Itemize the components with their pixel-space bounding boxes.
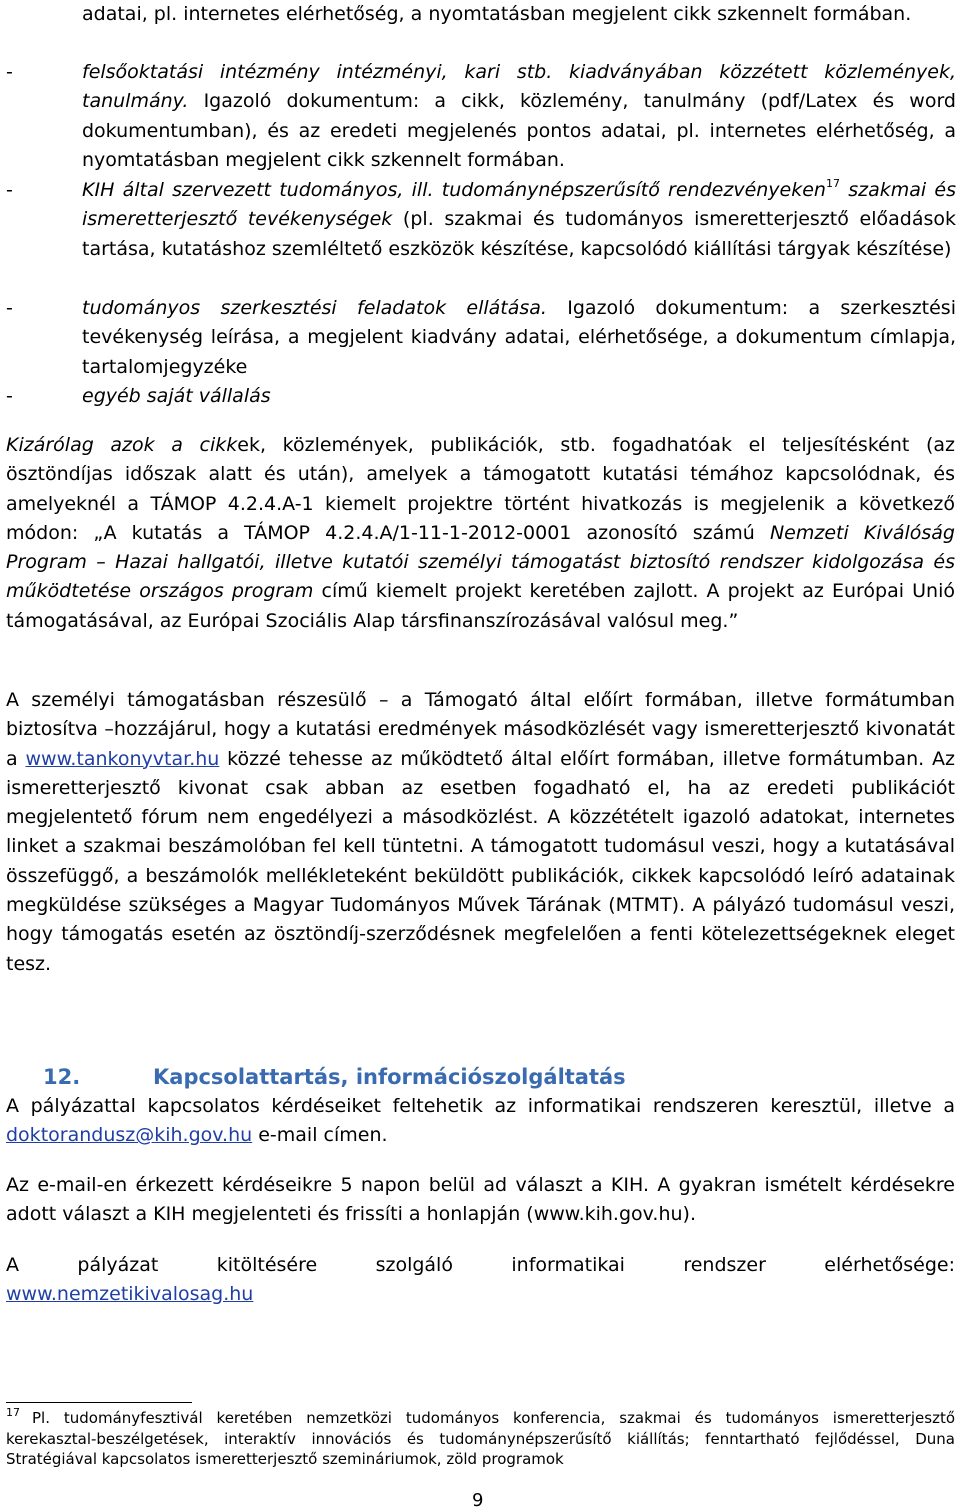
bullet-higher-education: felsőoktatási intézmény intézményi, kari stb. kiadványában közzétett közlemények, tanulmány. Igazoló dokumentum: a cikk, közlemény, tanulmány (pdf/Latex és word dokumentumban), és az eredeti megjelenés pontos adatai, pl. internetes elérhetőség, a nyomtatásban megjelent cikk szkennelt formában. bbox=[82, 61, 956, 171]
footnote-ref[interactable]: 17 bbox=[825, 176, 840, 190]
footnote-number: 17 bbox=[6, 1406, 20, 1419]
paragraph-faq: Az e-mail-en érkezett kérdéseikre 5 napon belül ad választ a KIH. A gyakran ismételt kérdésekre adott választ a KIH megjelenteti és frissíti a honlapján (www.kih.gov.hu). bbox=[6, 1174, 955, 1226]
footnote-separator bbox=[6, 1402, 192, 1403]
paragraph-system-link bbox=[6, 1280, 955, 1309]
page-number: 9 bbox=[472, 1490, 484, 1511]
bullet-own: egyéb saját vállalás bbox=[82, 385, 271, 407]
paragraph-system-intro: A pályázat kitöltésére szolgáló informatikai rendszer elérhetősége: bbox=[6, 1254, 955, 1276]
section-number: 12. bbox=[43, 1065, 81, 1089]
bullet-dash: - bbox=[6, 61, 13, 83]
bullet-editing: tudományos szerkesztési feladatok ellátása. Igazoló dokumentum: a szerkesztési tevékenység leírása, a megjelent kiadvány adatai, elérhetősége, a dokumentum címlapja, tartalomjegyzéke bbox=[82, 297, 956, 378]
email-link[interactable]: doktorandusz@kih.gov.hu bbox=[6, 1124, 253, 1147]
bullet-kih-events: KIH által szervezett tudományos, ill. tudománynépszerűsítő rendezvényeken$^{17}$ szakmai és ismeretterjesztő tevékenységek (pl. szakmai és tudományos ismeretterjesztő előadások tartása, kutatáshoz szemléltető eszközök készítése, kapcsolódó kiállítási tárgyak készítése) bbox=[82, 176, 956, 260]
bullet-dash: - bbox=[6, 297, 13, 319]
section-title: Kapcsolattartás, információszolgáltatás bbox=[153, 1065, 626, 1089]
paragraph-secondary-publication: A személyi támogatásban részesülő – a Támogató által előírt formában, illetve formátumban biztosítva –hozzájárul, hogy a kutatási eredmények másodközlését vagy ismeretterjesztő kivonatát a www.tankonyvtar.hu közzé tehesse az működtető által előírt formában, illetve formátumban. Az ismeretterjesztő kivonat csak abban az esetben fogadható el, ha az eredeti publikációt megjelentető fórum nem engedélyezi a másodközlést. A közzétételt igazoló adatokat, internetes linket a szakmai beszámolóban fel kell tüntetni. A támogatott tudomásul veszi, hogy a kutatásával összefüggő, a beszámolók mellékleteként beküldött publikációk, cikkek kapcsolódó leíró adatainak megküldése szükséges a Magyar Tudományos Művek Tárának (MTMT). A pályázó tudomásul veszi, hogy támogatás esetén az ösztöndíj-szerződésnek megfelelően a fenti kötelezettségeknek eleget tesz. bbox=[6, 689, 955, 975]
bullet-dash: - bbox=[6, 179, 13, 201]
continued-text: adatai, pl. internetes elérhetőség, a nyomtatásban megjelent cikk szkennelt formában. bbox=[82, 3, 912, 25]
paragraph-contact: A pályázattal kapcsolatos kérdéseiket feltehetik az informatikai rendszeren keresztül, illetve a doktorandusz@kih.gov.hu e-mail címen. bbox=[6, 1095, 955, 1147]
tankonyvtar-link[interactable]: www.tankonyvtar.hu bbox=[25, 747, 220, 770]
paragraph-accepted-publications: Kizárólag azok a cikkek, közlemények, publikációk, stb. fogadhatóak el teljesítésként (az ösztöndíjas időszak alatt és után), amelyek a támogatott kutatási témához kapcsolódnak, és amelyeknél a TÁMOP 4.2.4.A-1 kiemelt projektre történt hivatkozás is megjelenik a következő módon: „A kutatás a TÁMOP 4.2.4.A/1-11-1-2012-0001 azonosító számú Nemzeti Kiválóság Program – Hazai hallgatói, illetve kutatói személyi támogatást biztosító rendszer kidolgozása és működtetése országos program című kiemelt projekt keretében zajlott. A projekt az Európai Unió támogatásával, az Európai Szociális Alap társfinanszírozásával valósul meg.” bbox=[6, 434, 956, 632]
bullet-dash: - bbox=[6, 385, 13, 407]
website-link[interactable]: www.nemzetikivalosag.hu bbox=[6, 1283, 254, 1305]
footnote-text: Pl. tudományfesztivál keretében nemzetközi tudományos konferencia, szakmai és tudományos ismeretterjesztő kerekasztal-beszélgetések, interaktív innovációs és tudománynépszerűsítő kiállítás; fenntartható fejlődéssel, Duna Stratégiával kapcsolatos ismeretterjesztő szemináriumok, zöld programok bbox=[6, 1409, 955, 1468]
